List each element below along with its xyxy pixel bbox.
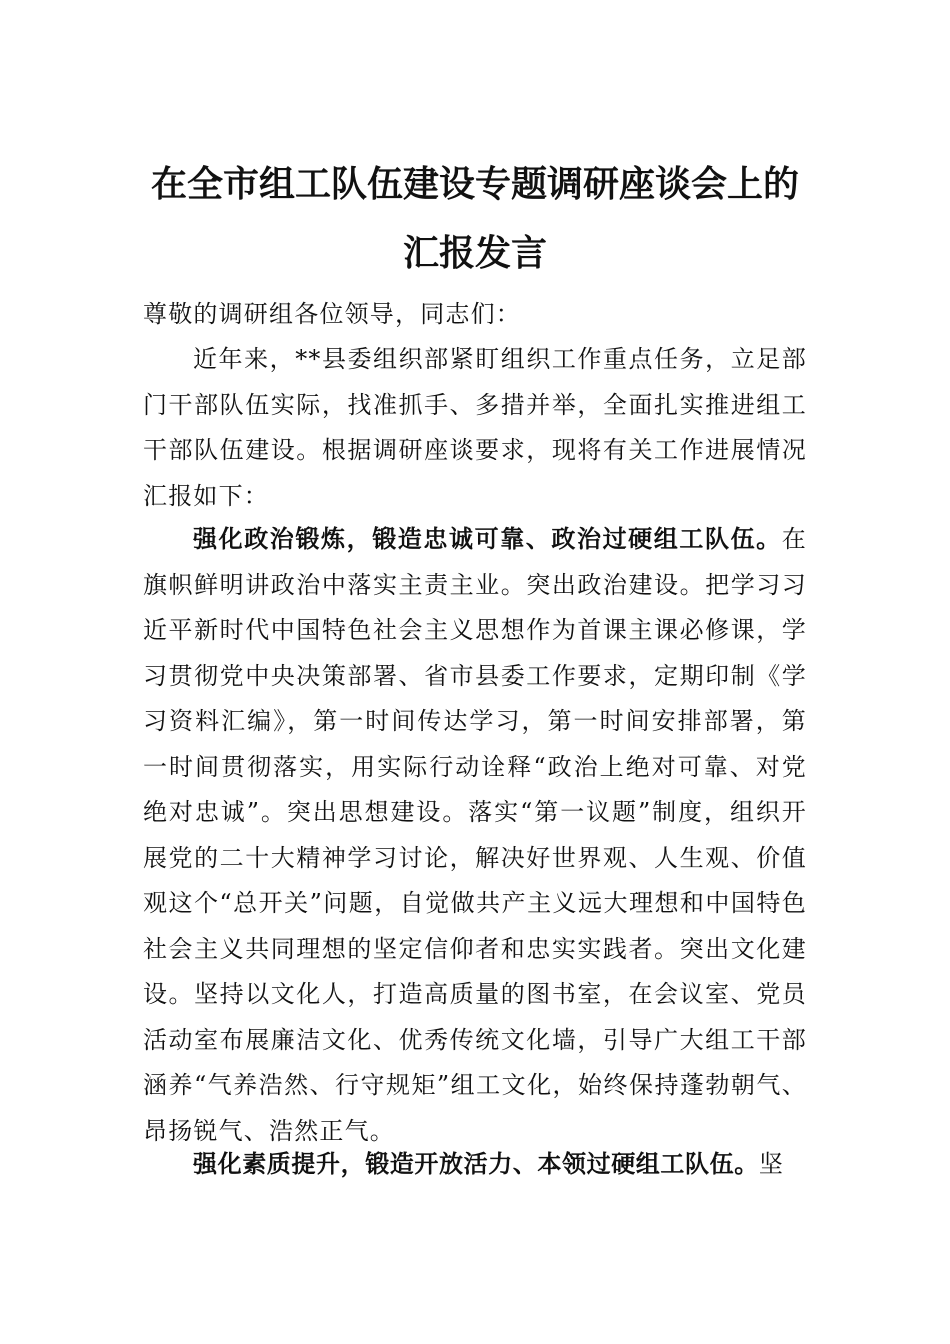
paragraph-intro (143, 337, 807, 519)
document-title-line-2: 汇报发言 (402, 233, 547, 274)
paragraph-heading: 强化政治锻炼，锻造忠诚可靠、政治过硬组工队伍。 (193, 525, 782, 553)
document-title-line-1: 在全市组工队伍建设专题调研座谈会上的 (150, 164, 799, 205)
paragraph-intro-text: 近年来，**县委组织部紧盯组织工作重点任务，立足部门干部队伍实际，找准抓手、多措并举，全面扎实推进组工干部队伍建设。根据调研座谈要求，现将有关工作进展情况汇报如下： (143, 345, 807, 510)
paragraph-heading: 强化素质提升，锻造开放活力、本领过硬组工队伍。 (193, 1150, 759, 1178)
salutation: 尊敬的调研组各位领导，同志们： (143, 300, 521, 328)
paragraph-body: 在旗帜鲜明讲政治中落实主责主业。突出政治建设。把学习习近平新时代中国特色社会主义思想作为首课主课必修课，学习贯彻党中央决策部署、省市县委工作要求，定期印制《学习资料汇编》，第一时间传达学习，第一时间安排部署，第一时间贯彻落实，用实际行动诠释“政治上绝对可靠、对党绝对忠诚”。突出思想建设。落实“第一议题”制度，组织开展党的二十大精神学习讨论，解决好世界观、人生观、价值观这个“总开关”问题，自觉做共产主义远大理想和中国特色社会主义共同理想的坚定信仰者和忠实实践者。突出文化建设。坚持以文化人，打造高质量的图书室，在会议室、党员活动室布展廉洁文化、优秀传统文化墙，引导广大组工干部涵养“气养浩然、行守规矩”组工文化，始终保持蓬勃朝气、昂扬锐气、浩然正气。 (143, 525, 807, 1145)
paragraph-quality-improvement (143, 1142, 807, 1188)
paragraph-political-training (143, 517, 807, 1154)
paragraph-body: 坚 (758, 1150, 785, 1178)
